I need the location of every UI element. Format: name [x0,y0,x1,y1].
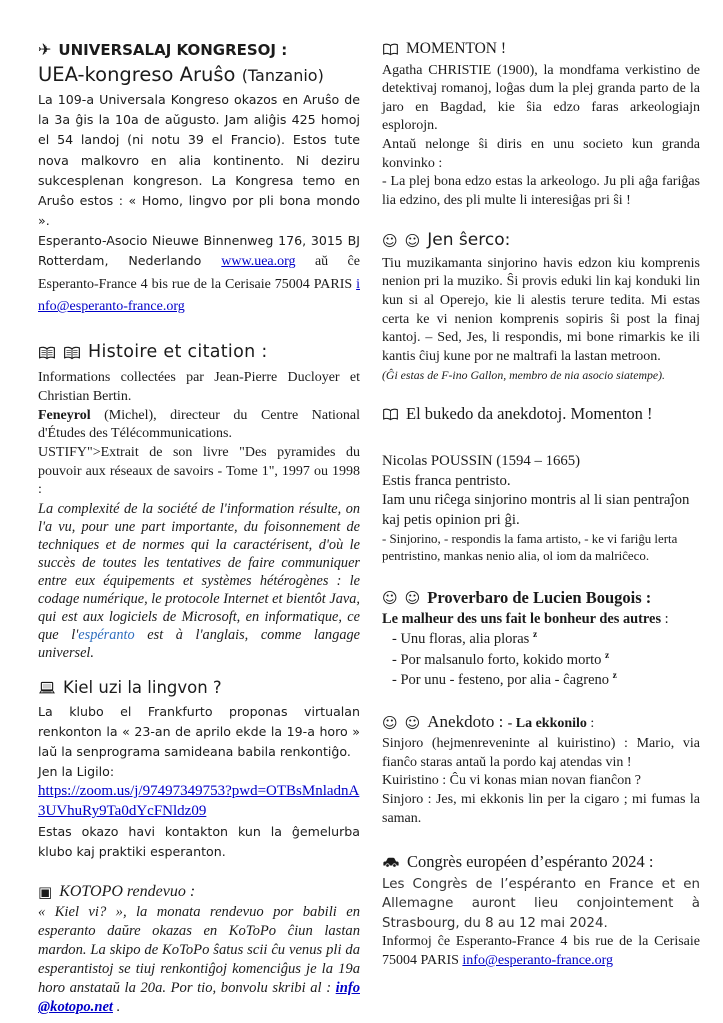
subheading-uea [38,63,360,86]
poussin-line-2: Estis franca pentristo. [382,472,511,489]
smiley-icon: ☺ [404,231,421,250]
kotopo-text-2: . [112,999,121,1016]
heading-text: Histoire et citation : [88,342,268,363]
poussin-line-3: Iam unu riĉega sinjorino montris al li sian pentraĵon kaj petis opinion pri ĝi. [382,492,690,529]
smiley-icon: ☺ [404,589,421,608]
open-book-icon [382,43,399,56]
proverb-subtitle-tail: : [661,611,669,628]
quote-highlight: espéranto [78,626,135,643]
kongresoj-address [38,231,360,318]
serco-attribution: (Ĝi estas de F-ino Gallon, membro de nia asocio siatempe). [382,367,665,382]
ligilo-label: Jen la Ligilo: [38,763,115,779]
author-title: (Michel), directeur du Centre National d'Études des Télécommunications. [38,407,360,442]
heading-text: Proverbaro de Lucien Bougois : [427,588,652,608]
footnote-mark: z [612,671,617,681]
quote-part-1: La complexité de la société de l'information résulte, on l'a vu, pour une part importante, du foisonnement de techniques et de normes qui la caractérisent, d'où le succès de toutes les tentatives de faire communiquer entre eux équipements et systèmes hétérogènes : le codage numérique, le protocole Internet et bientôt Java, qui est aux logiciels de Microsoft, en informatique, ce que l' [38,500,360,643]
section-universalaj-kongresoj [38,40,360,318]
left-column [38,40,360,1016]
serco-paragraph: Tiu muzikamanta sinjorino havis edzon kiu komprenis nenion pri la muziko. Ŝi provis eduki lin kaj konduki lin kun si al Operejo, kie li alestis terure tedita. Mi estas certa ke vi nenion komprenis sopiris ŝi post la finaj kantoj. – Sed, Jes, li respondis, mi bone rimarkis ke ili kantis ĉiuj kune por ne maltrafi la lastan metroon. [382,255,700,364]
zoom-link-line [38,782,360,822]
proverb-item [392,650,700,670]
section-heading-histoire [38,342,360,363]
quote-part-2: est à l'anglais, comme langage universel. [38,626,360,661]
proverb-text: - Por malsanulo forto, kokido morto [392,651,606,668]
proverb-list [382,629,700,690]
esperanto-france-link[interactable]: info@esperanto-france.org [462,952,614,968]
footnote-mark: z [532,630,538,641]
poussin-name: Nicolas POUSSIN (1594 – 1665) [382,453,581,470]
smiley-icon: ☺ [382,713,398,732]
kotopo-email-link[interactable]: info@kotopo.net [38,980,360,1016]
proverb-text: - Unu floras, alia ploras [392,631,533,648]
subheading-paren: (Tanzanio) [241,66,324,86]
proverb-subtitle-bold: Le malheur des uns fait le bonheur des autres [382,611,662,628]
section-proverbaro [382,588,700,690]
congres-paragraph-2 [382,933,700,970]
proverb-text: - Por unu - festeno, por alia - ĉagreno [392,671,613,688]
author-name: Feneyrol [38,407,91,423]
section-anekdoto [382,712,700,828]
open-book-icon [38,346,56,360]
esperanto-france-link[interactable]: info@esperanto-france.org [38,276,360,315]
section-momenton [382,40,700,210]
address-part-2: aŭ ĉe Esperanto-France 4 bis rue de la Cerisaie 75004 PARIS [38,254,360,292]
poussin-line-4: - Sinjorino, - respondis la fama artisto, - ke vi fariĝu lerta pentristino, mankas nenio alia, ol iom da malriĉeco. [382,531,678,563]
section-heading-proverbaro [382,588,700,608]
section-heading-momenton [382,40,700,59]
kiel-paragraph: La klubo el Frankfurto proponas virtualan renkonton la « 23-an de aprilo ekde la 19-a horo » laŭ la senprograma samideana babila renkontiĝo. [38,703,360,759]
momenton-paragraph-2: Antaŭ nelonge ŝi diris en unu societo kun granda konvinko : [382,137,700,171]
smiley-icon: ☺ [404,713,421,732]
section-heading-bukedo [382,404,700,424]
airplane-icon: ✈ [38,40,52,59]
heading-text: Congrès européen d’espéranto 2024 : [407,852,654,872]
subheading-main: UEA-kongreso Aruŝo [38,63,242,87]
momenton-paragraph-1: Agatha CHRISTIE (1900), la mondfama verkistino de detektivaj romanoj, loĝas dum la plej granda parto de la jaro en Bagdad, kie ŝia edzo faras arkeologiajn esplorojn. [382,62,700,134]
uea-link[interactable]: www.uea.org [221,254,296,270]
proverb-subtitle [382,610,700,629]
computer-icon [38,681,56,695]
section-heading-serco [382,230,700,250]
anekdoto-paragraph-3: Sinjoro : Jes, mi ekkonis lin per la cigaro ; mi fumas la saman. [382,792,700,826]
section-heading-kotopo [38,882,360,901]
histoire-credits: Informations collectées par Jean-Pierre Ducloyer et Christian Bertin. [38,370,360,405]
congres-contact-text: Informoj ĉe Esperanto-France 4 bis rue de la Cerisaie 75004 PARIS [382,934,700,968]
heading-text: UNIVERSALAJ KONGRESOJ : [58,40,288,59]
heading-text: MOMENTON ! [406,40,507,57]
nested-square-icon: ▣ [38,882,53,901]
heading-text: Jen ŝerco: [427,230,511,251]
smiley-icon: ☺ [382,589,398,608]
footnote-mark: z [605,650,610,661]
anekdoto-paragraph-1: Sinjoro (hejmenreveninte al kuiristino) : Mario, via fianĉo staras antaŭ la pordo kaj atendas vin ! [382,736,700,770]
proverb-item [392,670,700,690]
congres-paragraph-1: Les Congrès de l’espéranto en France et en Allemagne auront lieu conjointement à Strasbourg, du 8 au 12 mai 2024. [382,877,700,931]
kotopo-paragraph [38,903,360,1017]
open-book-icon [63,346,81,360]
right-column [382,40,700,1007]
zoom-meeting-link[interactable]: https://zoom.us/j/97497349753?pwd=OTBsMnladnA3UVhuRy9Ta0dYcFNldz09 [38,783,360,820]
car-icon [382,856,400,868]
address-part-1: Esperanto-Asocio Nieuwe Binnenweg 176, 3015 BJ Rotterdam, Nederlando [38,233,360,269]
heading-text: KOTOPO rendevuo : [59,883,196,901]
histoire-author [38,407,360,444]
section-heading-congres [382,852,700,872]
section-kotopo [38,882,360,1017]
heading-text: El bukedo da anekdotoj. Momenton ! [406,404,653,424]
histoire-quote [38,500,360,662]
section-heading-kongresoj [38,40,360,59]
smiley-icon: ☺ [382,231,398,250]
kotopo-text-1: « Kiel vi? », la monata rendevuo por babili en esperanto daŭre okazas en KoToPo ĉiun lastan mardon. La skipo de KoToPo ŝatus scii ĉu venus pli da esperantistoj se tiuj renkontiĝoj komenciĝus je la 19a horo anstataŭ la 20a. Por tio, bonvolu skribi al : [38,904,360,997]
section-histoire [38,342,360,661]
histoire-book-ref: USTIFY">Extrait de son livre "Des pyramides du pouvoir aux réseaux de savoirs - Tome 1", 1997 ou 1998 : [38,444,360,498]
section-bukedo [382,404,700,564]
section-jen-serco [382,230,700,382]
momenton-paragraph-3: - La plej bona edzo estas la arkeologo. Ju pli aĝa fariĝas lia edzino, des pli multe li interesiĝas pri ŝi ! [382,174,700,208]
section-congres [382,852,700,970]
kiel-paragraph-2: Estas okazo havi kontakton kun la ĝemelurba klubo kaj praktiki esperanton. [38,823,360,860]
kongresoj-paragraph: La 109-a Universala Kongreso okazos en Aruŝo de la 3a ĝis la 10a de aŭgusto. Jam aliĝis 425 homoj el 54 landoj (ni notu 39 el Francio). Estos tute nova malkovro en alia kontinento. Ni deziru sukcesplenan kongreson. La Kongresa temo en Aruŝo estos : « Homo, lingvo por pli bona mondo ». [38,92,360,229]
anekdoto-paragraph-2: Kuiristino : Ĉu vi konas mian novan fianĉon ? [382,773,641,789]
heading-text: Kiel uzi la lingvon ? [63,677,222,697]
section-kiel-uzi [38,678,360,863]
section-heading-anekdoto [382,712,700,733]
proverb-item [392,629,700,649]
open-book-icon [382,408,399,421]
heading-text: Anekdoto : - La ekkonilo : [427,712,595,732]
section-heading-kiel [38,678,360,698]
